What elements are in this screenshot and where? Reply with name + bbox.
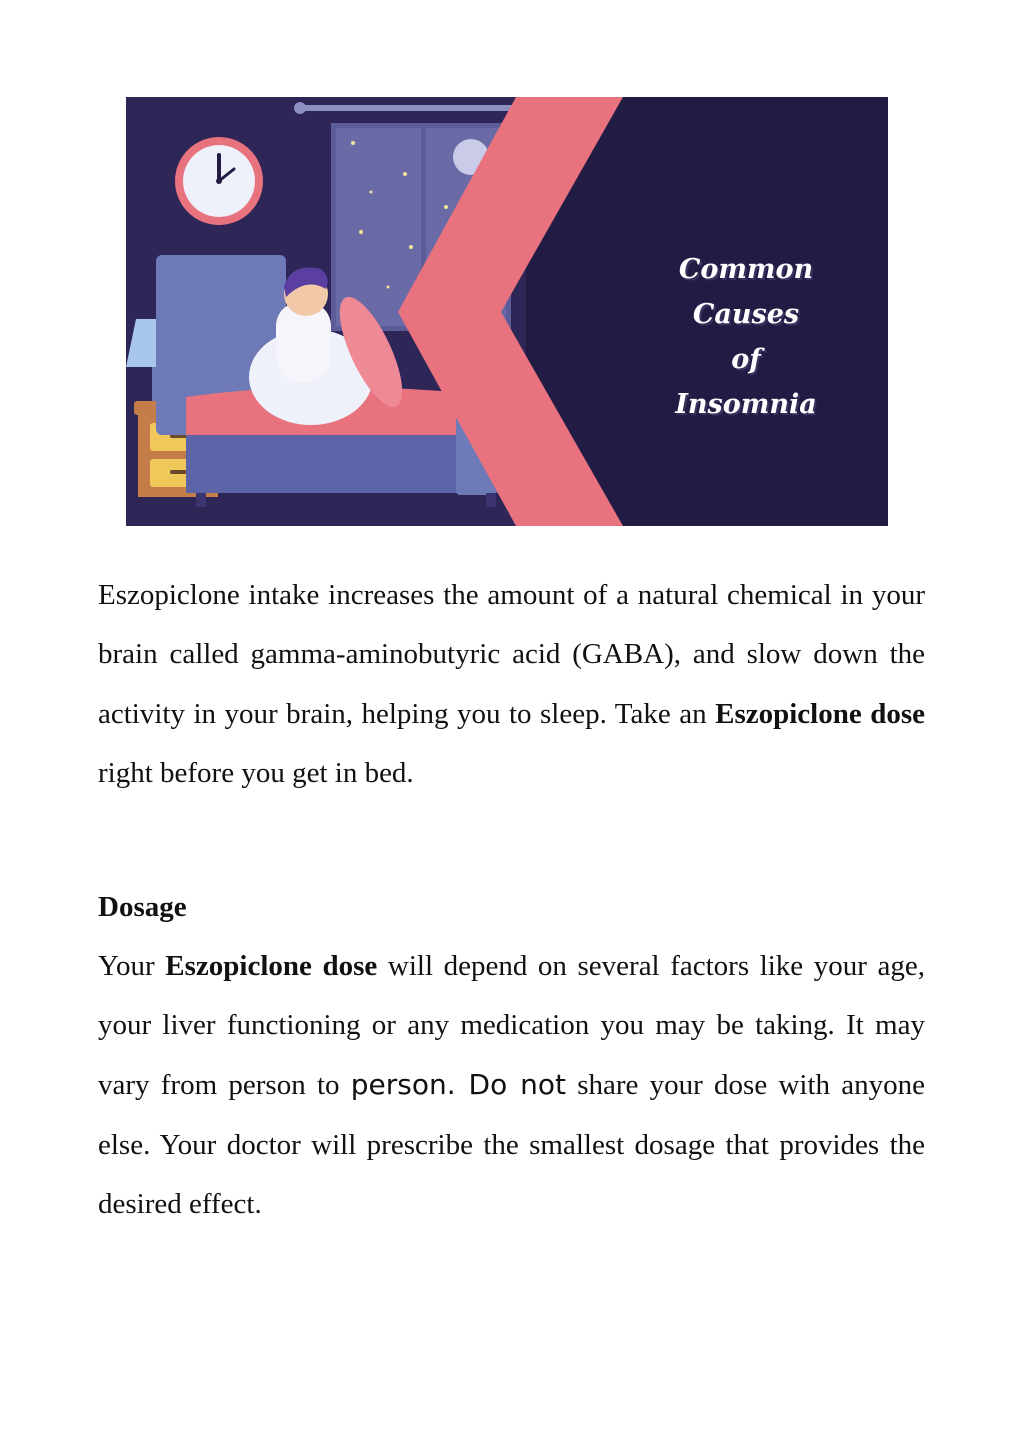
intro-bold-term: Eszopiclone dose <box>715 697 926 730</box>
dosage-text-middle: will depend on several factors like your age, your liver functioning or any medication you may be taking. It may vary from person to <box>98 949 926 1102</box>
dosage-heading: Dosage <box>98 890 187 923</box>
article-body <box>98 566 925 1235</box>
banner-title-line-2: of <box>731 344 761 375</box>
intro-paragraph <box>98 566 925 804</box>
banner-title-line-1: Common Causes <box>678 254 814 330</box>
intro-text: Eszopiclone intake increases the amount of a natural chemical in your brain called gamma-aminobutyric acid (GABA), and slow down the activity in your brain, helping you to sleep. Take an <box>98 579 925 730</box>
intro-text-end: right before you get in bed. <box>98 757 414 790</box>
banner-title-line-3: Insomnia <box>675 389 817 420</box>
dosage-text-end: share your dose with anyone else. Your doctor will prescribe the smallest dosage that provides the desired effect. <box>98 1069 925 1221</box>
insomnia-banner-image <box>126 97 888 526</box>
dosage-sans-text: person. Do not <box>350 1068 566 1102</box>
dosage-paragraph <box>98 937 925 1235</box>
dosage-text-start: Your <box>98 949 166 982</box>
paragraph-spacer <box>98 804 925 877</box>
banner-title <box>646 247 846 427</box>
dosage-bold-term: Eszopiclone dose <box>165 949 378 982</box>
